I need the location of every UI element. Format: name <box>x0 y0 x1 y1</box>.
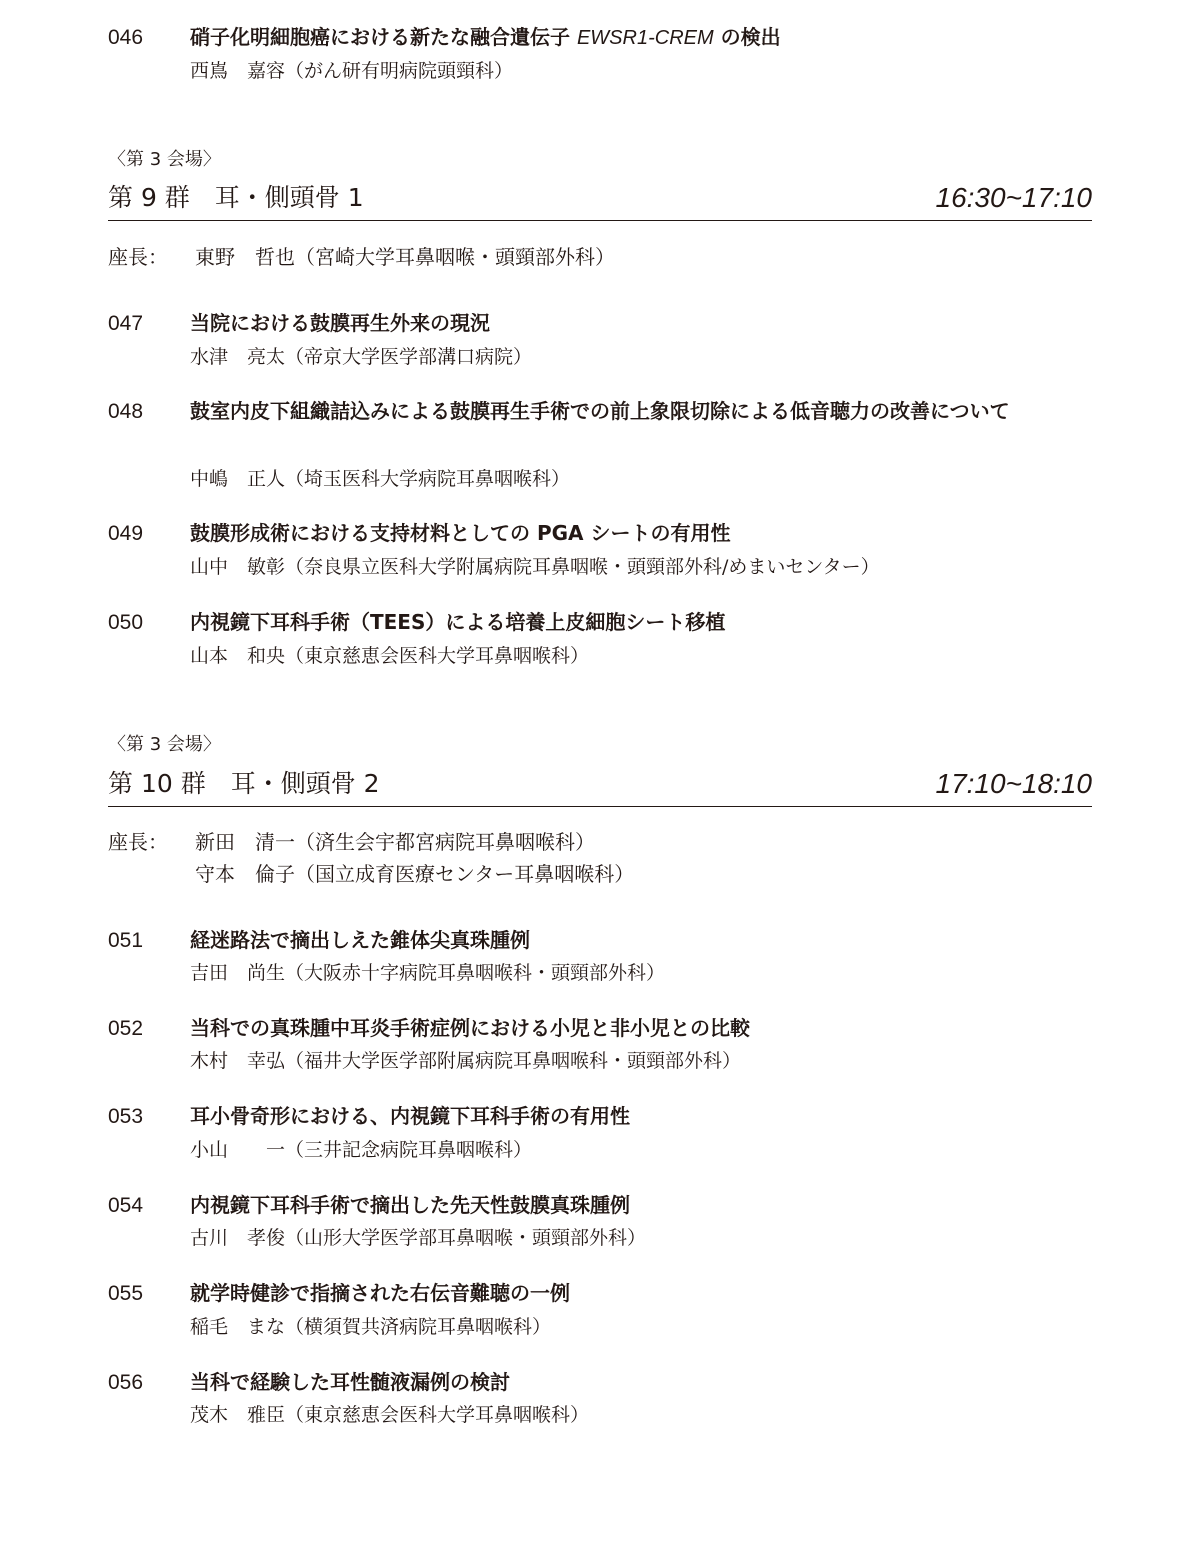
entry-title <box>190 20 1090 55</box>
entry-number: 055 <box>108 1282 144 1305</box>
title-text: の検出 <box>713 25 781 49</box>
entry-author: 山中 敏彰（奈良県立医科大学附属病院耳鼻咽喉・頭頸部外科/めまいセンター） <box>190 556 880 578</box>
title-text: 硝子化明細胞癌における新たな融合遺伝子 <box>190 25 577 49</box>
entry-title: 就学時健診で指摘された右伝音難聴の一例 <box>190 1281 570 1305</box>
session-time: 17:10~18:10 <box>935 768 1092 799</box>
entry-author: 水津 亮太（帝京大学医学部溝口病院） <box>190 346 533 368</box>
chair-name: 守本 倫子（国立成育医療センター耳鼻咽喉科） <box>195 862 635 886</box>
session-title: 第 9 群 耳・側頭骨 1 <box>108 183 364 212</box>
entry-author: 茂木 雅臣（東京慈恵会医科大学耳鼻咽喉科） <box>190 1404 590 1426</box>
entry-title: 当科での真珠腫中耳炎手術症例における小児と非小児との比較 <box>190 1016 750 1040</box>
venue-label: 〈第 3 会場〉 <box>108 149 221 170</box>
session-header <box>108 180 1092 221</box>
entry-author: 小山 一（三井記念病院耳鼻咽喉科） <box>190 1139 533 1161</box>
entry-number: 052 <box>108 1017 144 1040</box>
venue-label: 〈第 3 会場〉 <box>108 734 221 755</box>
chair-label: 座長： <box>108 830 168 854</box>
entry-author: 稲毛 まな（横須賀共済病院耳鼻咽喉科） <box>190 1316 552 1338</box>
entry-title: 鼓室内皮下組織詰込みによる鼓膜再生手術での前上象限切除による低音聴力の改善について <box>190 399 1010 423</box>
entry-title: 耳小骨奇形における、内視鏡下耳科手術の有用性 <box>190 1104 630 1128</box>
chair-label: 座長： <box>108 245 168 269</box>
entry-author: 中嶋 正人（埼玉医科大学病院耳鼻咽喉科） <box>190 468 571 490</box>
entry-title: 内視鏡下耳科手術（TEES）による培養上皮細胞シート移植 <box>190 610 726 634</box>
session-title: 第 10 群 耳・側頭骨 2 <box>108 769 380 798</box>
session-time: 16:30~17:10 <box>935 182 1092 213</box>
gene-name: EWSR1-CREM <box>576 27 714 49</box>
entry-author: 吉田 尚生（大阪赤十字病院耳鼻咽喉科・頭頸部外科） <box>190 962 666 984</box>
entry-author: 木村 幸弘（福井大学医学部附属病院耳鼻咽喉科・頭頸部外科） <box>190 1050 742 1072</box>
entry-number: 053 <box>108 1105 144 1128</box>
entry-title: 当院における鼓膜再生外来の現況 <box>190 311 490 335</box>
entry-number: 047 <box>108 312 144 335</box>
entry-number: 046 <box>108 26 144 49</box>
entry-author: 山本 和央（東京慈恵会医科大学耳鼻咽喉科） <box>190 645 590 667</box>
entry-author: 西嶌 嘉容（がん研有明病院頭頸科） <box>190 60 514 82</box>
session-header <box>108 766 1092 807</box>
entry-number: 056 <box>108 1371 144 1394</box>
entry-title: 内視鏡下耳科手術で摘出した先天性鼓膜真珠腫例 <box>190 1193 630 1217</box>
chair-name: 東野 哲也（宮崎大学耳鼻咽喉・頭頸部外科） <box>195 245 615 269</box>
entry-number: 048 <box>108 400 144 423</box>
entry-title: 当科で経験した耳性髄液漏例の検討 <box>190 1370 510 1394</box>
entry-number: 050 <box>108 611 144 634</box>
entry-number: 051 <box>108 929 144 952</box>
entry-author: 古川 孝俊（山形大学医学部耳鼻咽喉・頭頸部外科） <box>190 1227 647 1249</box>
entry-title: 鼓膜形成術における支持材料としての PGA シートの有用性 <box>190 521 731 545</box>
entry-number: 054 <box>108 1194 144 1217</box>
chair-name: 新田 清一（済生会宇都宮病院耳鼻咽喉科） <box>195 830 595 854</box>
entry-title: 経迷路法で摘出しえた錐体尖真珠腫例 <box>190 928 530 952</box>
entry-number: 049 <box>108 522 144 545</box>
